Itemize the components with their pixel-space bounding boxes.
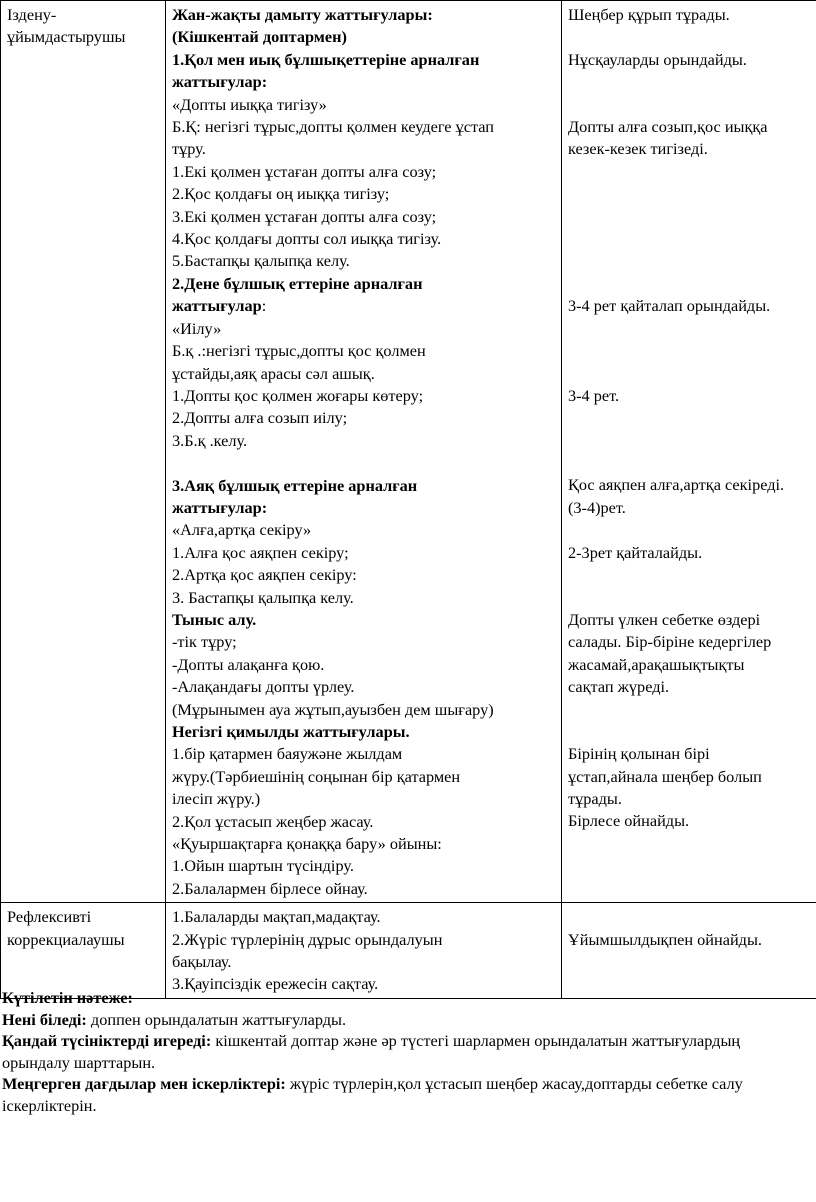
text-line: Бірлесе ойнайды.	[568, 811, 690, 831]
text-line-content: (Кішкентай доптармен)	[172, 27, 347, 47]
text-line: Ұйымшылдықпен ойнайды.	[568, 929, 762, 949]
text-line	[172, 273, 557, 295]
text-line-content: 2.Қос қолдағы оң иыққа тигізу;	[172, 184, 390, 204]
text-line: Бірінің қолынан бірі	[568, 744, 710, 764]
text-line: ұстап,айнала шеңбер болып	[568, 766, 762, 786]
text-line	[568, 71, 813, 93]
outcome-skills	[2, 1073, 802, 1116]
text-line: 2.Жүріс түрлерінің дұрыс орындалуын	[172, 929, 443, 949]
stage-cell	[1, 1, 166, 903]
children-activity-list	[568, 906, 813, 951]
text-line-content: 3.Б.қ .келу.	[172, 430, 248, 450]
text-line: Допты алға созып,қос иыққа	[568, 116, 768, 136]
text-line: жасамай,арақашықтықты	[568, 654, 745, 674]
stage-cell	[1, 903, 166, 999]
text-line	[172, 631, 557, 653]
text-line	[172, 71, 557, 93]
text-line	[172, 564, 557, 586]
text-line	[568, 519, 813, 541]
text-line	[568, 206, 813, 228]
outcome-heading: Күтілетін нәтеже:	[2, 988, 133, 1007]
text-line	[568, 586, 813, 608]
expected-outcome-section	[2, 987, 802, 1117]
text-line	[172, 743, 557, 765]
text-line-content: Жан-жақты дамыту жаттығулары:	[172, 5, 433, 24]
table-row	[1, 1, 816, 903]
text-line-content: тұру.	[172, 139, 206, 159]
outcome-skills-text: жүріс түрлерін,қол ұстасып шеңбер жасау,доптарды себетке салу іскерліктерін.	[2, 1074, 743, 1115]
text-line	[568, 318, 813, 340]
text-line	[568, 564, 813, 586]
children-activity-cell	[562, 1, 816, 903]
text-line	[568, 94, 813, 116]
outcome-knows-text: доппен орындалатын жаттығуларды.	[86, 1009, 347, 1029]
text-line-content: ұстайды,аяқ арасы сәл ашық.	[172, 363, 375, 383]
text-line	[172, 811, 557, 833]
text-line-content: 3. Бастапқы қалыпқа келу.	[172, 587, 354, 607]
outcome-concepts-text: кішкентай доптар және әр түстегі шарлармен орындалатын жаттығулардың орындалу шарттарын.	[2, 1031, 741, 1072]
text-line	[172, 788, 557, 810]
text-line	[172, 407, 557, 429]
text-line-content: 1.Ойын шартын түсіндіру.	[172, 856, 354, 876]
text-line	[172, 542, 557, 564]
text-line-content: 1.Қол мен иық бұлшықеттеріне арналған	[172, 49, 480, 69]
text-line-content: 3.Екі қолмен ұстаған допты алға созу;	[172, 206, 437, 226]
text-line-content: -Допты алақанға қою.	[172, 654, 325, 674]
text-line-content: 1.бір қатармен баяужәне жылдам	[172, 744, 403, 764]
text-line	[568, 26, 813, 48]
text-line	[568, 430, 813, 452]
text-line-content: 1.Алға қос аяқпен секіру;	[172, 542, 349, 562]
text-line: салады. Бір-біріне кедергілер	[568, 632, 772, 652]
text-line-content: жаттығулар:	[172, 497, 268, 517]
outcome-skills-label: Меңгерген дағдылар мен іскерліктері:	[2, 1074, 286, 1094]
text-line-content: «Қуыршақтарға қонаққа бару» ойыны:	[172, 834, 442, 854]
text-line	[172, 228, 557, 250]
text-line	[172, 654, 557, 676]
text-line-content: Б.қ .:негізгі тұрыс,допты қос қолмен	[172, 341, 426, 361]
text-line-content: жаттығулар:	[172, 72, 268, 92]
text-line	[568, 906, 813, 928]
text-line: 1.Балаларды мақтап,мадақтау.	[172, 907, 381, 927]
text-line-content: Негізгі қимылды жаттығулары.	[172, 721, 410, 741]
text-line-content: 2.Қол ұстасып жеңбер жасау.	[172, 811, 374, 831]
text-line: 3-4 рет.	[568, 385, 620, 405]
teacher-activity-cell	[166, 903, 562, 999]
text-line	[172, 340, 557, 362]
text-line: кезек-кезек тигізеді.	[568, 139, 708, 159]
text-line: 2-3рет қайталайды.	[568, 542, 703, 562]
text-line: бақылау.	[172, 952, 232, 972]
text-line	[172, 385, 557, 407]
text-line	[172, 116, 557, 138]
text-line-content: 5.Бастапқы қалыпқа келу.	[172, 251, 350, 271]
text-line	[172, 475, 557, 497]
outcome-concepts	[2, 1030, 802, 1073]
stage-label: Рефлексивті коррекциалаушы	[7, 907, 125, 949]
text-line	[568, 721, 813, 743]
table-row	[1, 903, 816, 999]
text-line-content: Б.Қ: негізгі тұрыс,допты қолмен кеудеге ұстап	[172, 117, 494, 137]
text-line: Допты үлкен себетке өздері	[568, 609, 761, 629]
text-line-content: 2.Допты алға созып иілу;	[172, 408, 348, 428]
text-line: 3-4 рет қайталап орындайды.	[568, 296, 771, 316]
text-line	[172, 587, 557, 609]
text-line	[172, 206, 557, 228]
text-line-content: «Алға,артқа секіру»	[172, 520, 312, 540]
text-line-content: «Иілу»	[172, 318, 222, 338]
text-line	[172, 26, 557, 48]
text-line: Қос аяқпен алға,артқа секіреді.	[568, 475, 785, 495]
text-line	[568, 161, 813, 183]
text-line	[568, 362, 813, 384]
text-line: Шеңбер құрып тұрады.	[568, 5, 730, 24]
text-line: тұрады.	[568, 788, 622, 808]
text-line	[568, 452, 813, 474]
text-line-content: 2.Дене бұлшық еттеріне арналған	[172, 273, 423, 293]
text-line-content: 2.Балалармен бірлесе ойнау.	[172, 878, 368, 898]
text-line-content: Тыныс алу.	[172, 609, 257, 629]
text-line-content: 1.Допты қос қолмен жоғары көтеру;	[172, 385, 424, 405]
text-line	[172, 609, 557, 631]
outcome-knows-label: Нені біледі:	[2, 1009, 87, 1029]
stage-label: Іздену- ұйымдастырушы	[7, 5, 126, 47]
text-line	[172, 295, 557, 317]
text-line: (3-4)рет.	[568, 497, 626, 517]
text-line	[172, 94, 557, 116]
text-line	[172, 250, 557, 272]
text-line-content: (Мұрынымен ауа жұтып,ауызбен дем шығару)	[172, 699, 494, 719]
text-line	[172, 766, 557, 788]
text-line	[172, 699, 557, 721]
text-line-content: жаттығулар	[172, 296, 262, 316]
text-line-content: 3.Аяқ бұлшық еттеріне арналған	[172, 475, 418, 495]
text-line-content: 1.Екі қолмен ұстаған допты алға созу;	[172, 161, 437, 181]
teacher-activity-list	[172, 906, 557, 996]
text-line	[568, 250, 813, 272]
teacher-activity-cell	[166, 1, 562, 903]
text-line	[172, 430, 557, 452]
text-line	[172, 855, 557, 877]
text-line	[172, 363, 557, 385]
text-line	[172, 833, 557, 855]
text-line-content: 4.Қос қолдағы допты сол иыққа тигізу.	[172, 229, 442, 249]
text-line: Нұсқауларды орындайды.	[568, 49, 747, 69]
text-line-content: «Допты иыққа тигізу»	[172, 94, 327, 114]
text-line	[172, 497, 557, 519]
text-line	[172, 49, 557, 71]
text-line: 3.Қауіпсіздік ережесін сақтау.	[172, 974, 379, 994]
text-line	[172, 519, 557, 541]
text-line-content: жүру.(Тәрбиешінің соңынан бір қатармен	[172, 766, 461, 786]
text-line	[172, 452, 557, 474]
text-line	[568, 698, 813, 720]
text-line	[568, 183, 813, 205]
text-line-suffix: :	[261, 296, 267, 316]
text-line	[172, 878, 557, 900]
text-line-content: 2.Артқа қос аяқпен секіру:	[172, 565, 357, 585]
text-line	[172, 138, 557, 160]
outcome-knows	[2, 1009, 802, 1031]
children-activity-cell	[562, 903, 816, 999]
text-line	[172, 676, 557, 698]
text-line-content: -Алақандағы допты үрлеу.	[172, 677, 355, 697]
text-line	[172, 721, 557, 743]
text-line	[568, 273, 813, 295]
text-line	[172, 161, 557, 183]
text-line	[172, 4, 557, 26]
text-line	[172, 318, 557, 340]
text-line-content: ілесіп жүру.)	[172, 789, 261, 809]
text-line	[172, 183, 557, 205]
text-line	[568, 228, 813, 250]
outcome-concepts-label: Қандай түсініктерді игереді:	[2, 1031, 212, 1051]
teacher-activity-list	[172, 4, 557, 900]
text-line-content: -тік тұру;	[172, 632, 237, 652]
text-line	[568, 340, 813, 362]
text-line	[568, 407, 813, 429]
children-activity-list	[568, 4, 813, 833]
text-line: сақтап жүреді.	[568, 676, 670, 696]
